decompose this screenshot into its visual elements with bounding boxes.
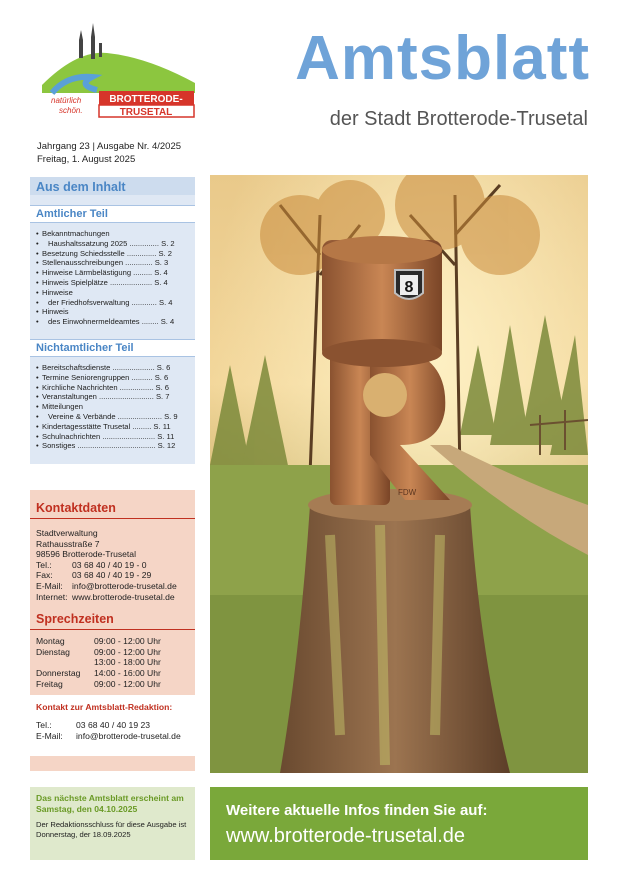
contact-fax-row xyxy=(36,570,189,581)
editorial-email-row xyxy=(36,731,189,742)
town-logo xyxy=(37,15,197,125)
contact-title: Kontaktdaten xyxy=(30,490,195,519)
toc-item[interactable]: • Sonstiges ..................................... S. 12 xyxy=(36,441,189,451)
hours-day: Montag xyxy=(36,636,65,647)
hours-time: 09:00 - 12:00 Uhr xyxy=(94,636,161,647)
toc-unofficial-list xyxy=(30,357,195,455)
tel-value[interactable]: 03 68 40 / 40 19 23 xyxy=(76,720,151,730)
cover-photo xyxy=(210,175,588,773)
logo-name-line1: BROTTERODE- xyxy=(109,94,183,105)
web-link[interactable]: www.brotterode-trusetal.de xyxy=(72,591,175,602)
logo-tagline-line1: natürlich xyxy=(51,96,82,105)
contact-city: 98596 Brotterode-Trusetal xyxy=(36,549,136,560)
toc-item[interactable]: • Hinweis Spielplätze .................... S. 4 xyxy=(36,278,189,288)
tel-value[interactable]: 03 68 40 / 40 19 - 0 xyxy=(72,559,147,570)
email-link[interactable]: info@brotterode-trusetal.de xyxy=(76,730,181,741)
toc-item[interactable]: • Kindertagesstätte Trusetal ......... S. 11 xyxy=(36,422,189,432)
contact-email-row xyxy=(36,581,189,592)
fax-label: Fax: xyxy=(36,570,53,581)
tel-label: Tel.: xyxy=(36,559,52,570)
toc-item[interactable]: • Besetzung Schiedsstelle .............. S. 2 xyxy=(36,249,189,259)
toc-item[interactable]: • Bereitschaftsdienste .................... S. 6 xyxy=(36,363,189,373)
hours-row xyxy=(36,657,189,668)
banner-url[interactable]: www.brotterode-trusetal.de xyxy=(226,825,466,847)
hours-row xyxy=(36,668,189,679)
contact-box xyxy=(30,490,195,695)
website-banner[interactable] xyxy=(210,787,588,860)
toc-item[interactable]: • Kirchliche Nachrichten ................ S. 6 xyxy=(36,383,189,393)
hours-row xyxy=(36,636,189,647)
divider-strip xyxy=(30,756,195,771)
logo-tagline-line2: schön. xyxy=(59,106,83,115)
logo-name-line2: TRUSETAL xyxy=(119,107,173,118)
fax-value: 03 68 40 / 40 19 - 29 xyxy=(72,570,152,581)
web-label: Internet: xyxy=(36,591,68,602)
hours-row xyxy=(36,679,189,690)
issue-info xyxy=(37,140,207,166)
editorial-details xyxy=(30,712,195,741)
hours-row xyxy=(36,647,189,658)
toc-item[interactable]: • Haushaltssatzung 2025 .............. S. 2 xyxy=(36,239,189,249)
toc-item[interactable]: • Vereine & Verbände ..................... S. 9 xyxy=(36,412,189,422)
hours-time: 13:00 - 18:00 Uhr xyxy=(94,657,161,668)
cover-photo-illustration xyxy=(210,175,588,773)
toc-item[interactable]: • Termine Seniorengruppen .......... S. 6 xyxy=(36,373,189,383)
office-hours xyxy=(30,630,195,689)
hours-day: Freitag xyxy=(36,678,63,689)
contact-web-row xyxy=(36,592,189,603)
toc-unofficial-heading: Nichtamtlicher Teil xyxy=(30,339,195,357)
toc-item[interactable]: • Schulnachrichten ......................... S. 11 xyxy=(36,432,189,442)
masthead-title: Amtsblatt xyxy=(295,24,590,93)
carved-letter: R xyxy=(345,385,346,386)
hours-day xyxy=(36,657,94,668)
hours-day: Dienstag xyxy=(36,646,70,657)
email-link[interactable]: info@brotterode-trusetal.de xyxy=(72,580,177,591)
toc-item[interactable]: • Veranstaltungen .......................... S. 7 xyxy=(36,392,189,402)
hours-time: 09:00 - 12:00 Uhr xyxy=(94,678,161,689)
toc-item[interactable]: • des Einwohnermeldeamtes ........ S. 4 xyxy=(36,317,189,327)
next-issue-box xyxy=(30,787,195,860)
editorial-contact xyxy=(30,698,195,760)
contact-tel-row xyxy=(36,560,189,571)
hours-day: Donnerstag xyxy=(36,667,81,678)
carved-initials: FDW xyxy=(398,488,417,497)
tel-label: Tel.: xyxy=(36,720,52,730)
next-issue-deadline: Der Redaktionsschluss für diese Ausgabe ist Donnerstag, der 18.09.2025 xyxy=(36,820,187,839)
toc-item[interactable]: • Hinweise Lärmbelästigung ......... S. 4 xyxy=(36,268,189,278)
editorial-tel-row xyxy=(36,720,189,731)
sign-number: 8 xyxy=(404,279,414,296)
contact-details xyxy=(30,519,195,602)
hours-time: 14:00 - 16:00 Uhr xyxy=(94,667,161,678)
toc-official-heading: Amtlicher Teil xyxy=(30,205,195,223)
toc-official-list xyxy=(30,223,195,331)
banner-heading: Weitere aktuelle Infos finden Sie auf: xyxy=(226,802,488,819)
toc-item[interactable]: • der Friedhofsverwaltung ............ S. 4 xyxy=(36,298,189,308)
issue-number: Jahrgang 23 | Ausgabe Nr. 4/2025 xyxy=(37,141,182,152)
toc-item[interactable]: • Mitteilungen xyxy=(36,402,189,412)
email-label: E-Mail: xyxy=(36,730,63,741)
next-issue-title: Das nächste Amtsblatt erscheint am Samstag, den 04.10.2025 xyxy=(36,793,184,814)
hours-time: 09:00 - 12:00 Uhr xyxy=(94,646,161,657)
issue-date: Freitag, 1. August 2025 xyxy=(37,154,136,165)
toc-item[interactable]: • Hinweis xyxy=(36,307,189,317)
toc-item[interactable]: • Stellenausschreibungen ............. S. 3 xyxy=(36,258,189,268)
email-label: E-Mail: xyxy=(36,580,63,591)
logo-graphic xyxy=(37,15,197,125)
toc-item[interactable]: • Bekanntmachungen xyxy=(36,229,189,239)
contact-street: Rathausstraße 7 xyxy=(36,538,100,549)
hours-title: Sprechzeiten xyxy=(30,602,195,630)
contact-org: Stadtverwaltung xyxy=(36,528,98,538)
editorial-title: Kontakt zur Amtsblatt-Redaktion: xyxy=(36,702,173,712)
table-of-contents xyxy=(30,177,195,464)
toc-title: Aus dem Inhalt xyxy=(30,177,195,195)
toc-item[interactable]: • Hinweise xyxy=(36,288,189,298)
masthead-subtitle: der Stadt Brotterode-Trusetal xyxy=(329,108,588,130)
